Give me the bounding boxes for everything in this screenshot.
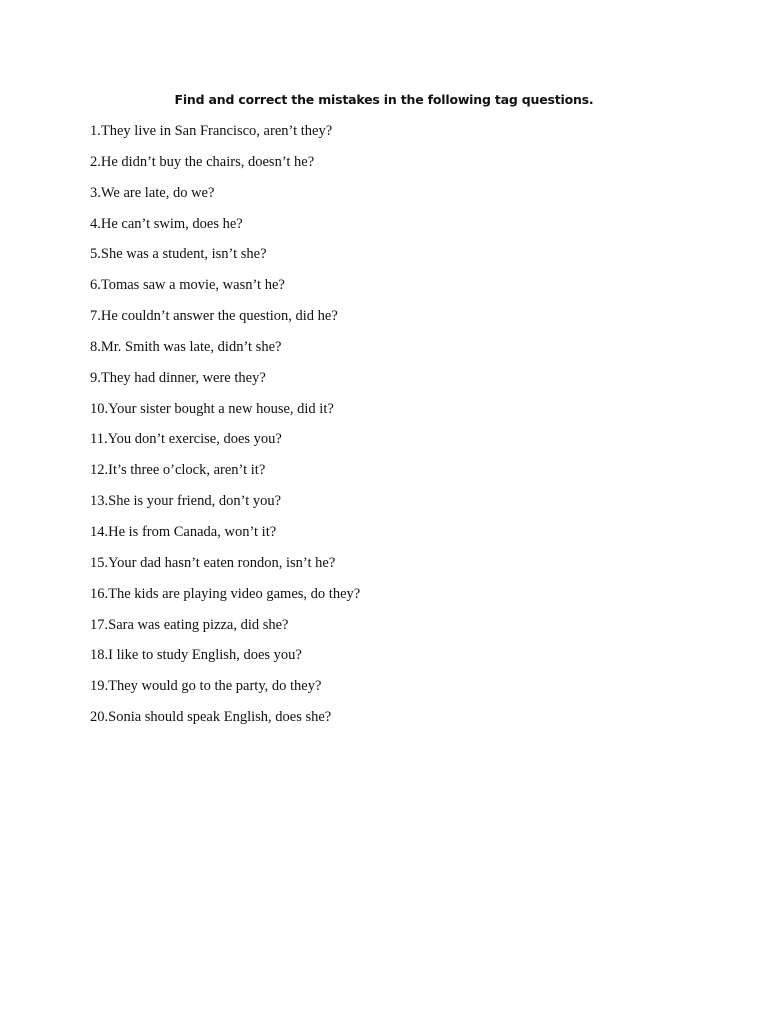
question-item: 8.Mr. Smith was late, didn’t she? xyxy=(90,338,282,355)
question-item: 4.He can’t swim, does he? xyxy=(90,215,243,232)
question-item: 18.I like to study English, does you? xyxy=(90,647,302,664)
question-item: 16.The kids are playing video games, do they? xyxy=(90,585,361,602)
question-item: 17.Sara was eating pizza, did she? xyxy=(90,616,289,633)
question-item: 12.It’s three o’clock, aren’t it? xyxy=(90,462,266,479)
question-item: 20.Sonia should speak English, does she? xyxy=(90,709,332,726)
question-item: 19.They would go to the party, do they? xyxy=(90,678,322,695)
question-item: 5.She was a student, isn’t she? xyxy=(90,246,267,263)
document-title: Find and correct the mistakes in the following tag questions. xyxy=(174,92,594,107)
question-item: 6.Tomas saw a movie, wasn’t he? xyxy=(90,277,285,294)
question-item: 15.Your dad hasn’t eaten rondon, isn’t he? xyxy=(90,554,336,571)
question-list xyxy=(90,121,730,738)
question-item: 13.She is your friend, don’t you? xyxy=(90,493,282,510)
question-item: 9.They had dinner, were they? xyxy=(90,369,266,386)
question-item: 2.He didn’t buy the chairs, doesn’t he? xyxy=(90,153,315,170)
question-item: 11.You don’t exercise, does you? xyxy=(90,431,282,448)
question-item: 7.He couldn’t answer the question, did he? xyxy=(90,308,338,325)
question-item: 10.Your sister bought a new house, did it? xyxy=(90,400,334,417)
question-item: 14.He is from Canada, won’t it? xyxy=(90,523,277,540)
question-item: 1.They live in San Francisco, aren’t they? xyxy=(90,123,333,139)
question-item: 3.We are late, do we? xyxy=(90,184,215,201)
